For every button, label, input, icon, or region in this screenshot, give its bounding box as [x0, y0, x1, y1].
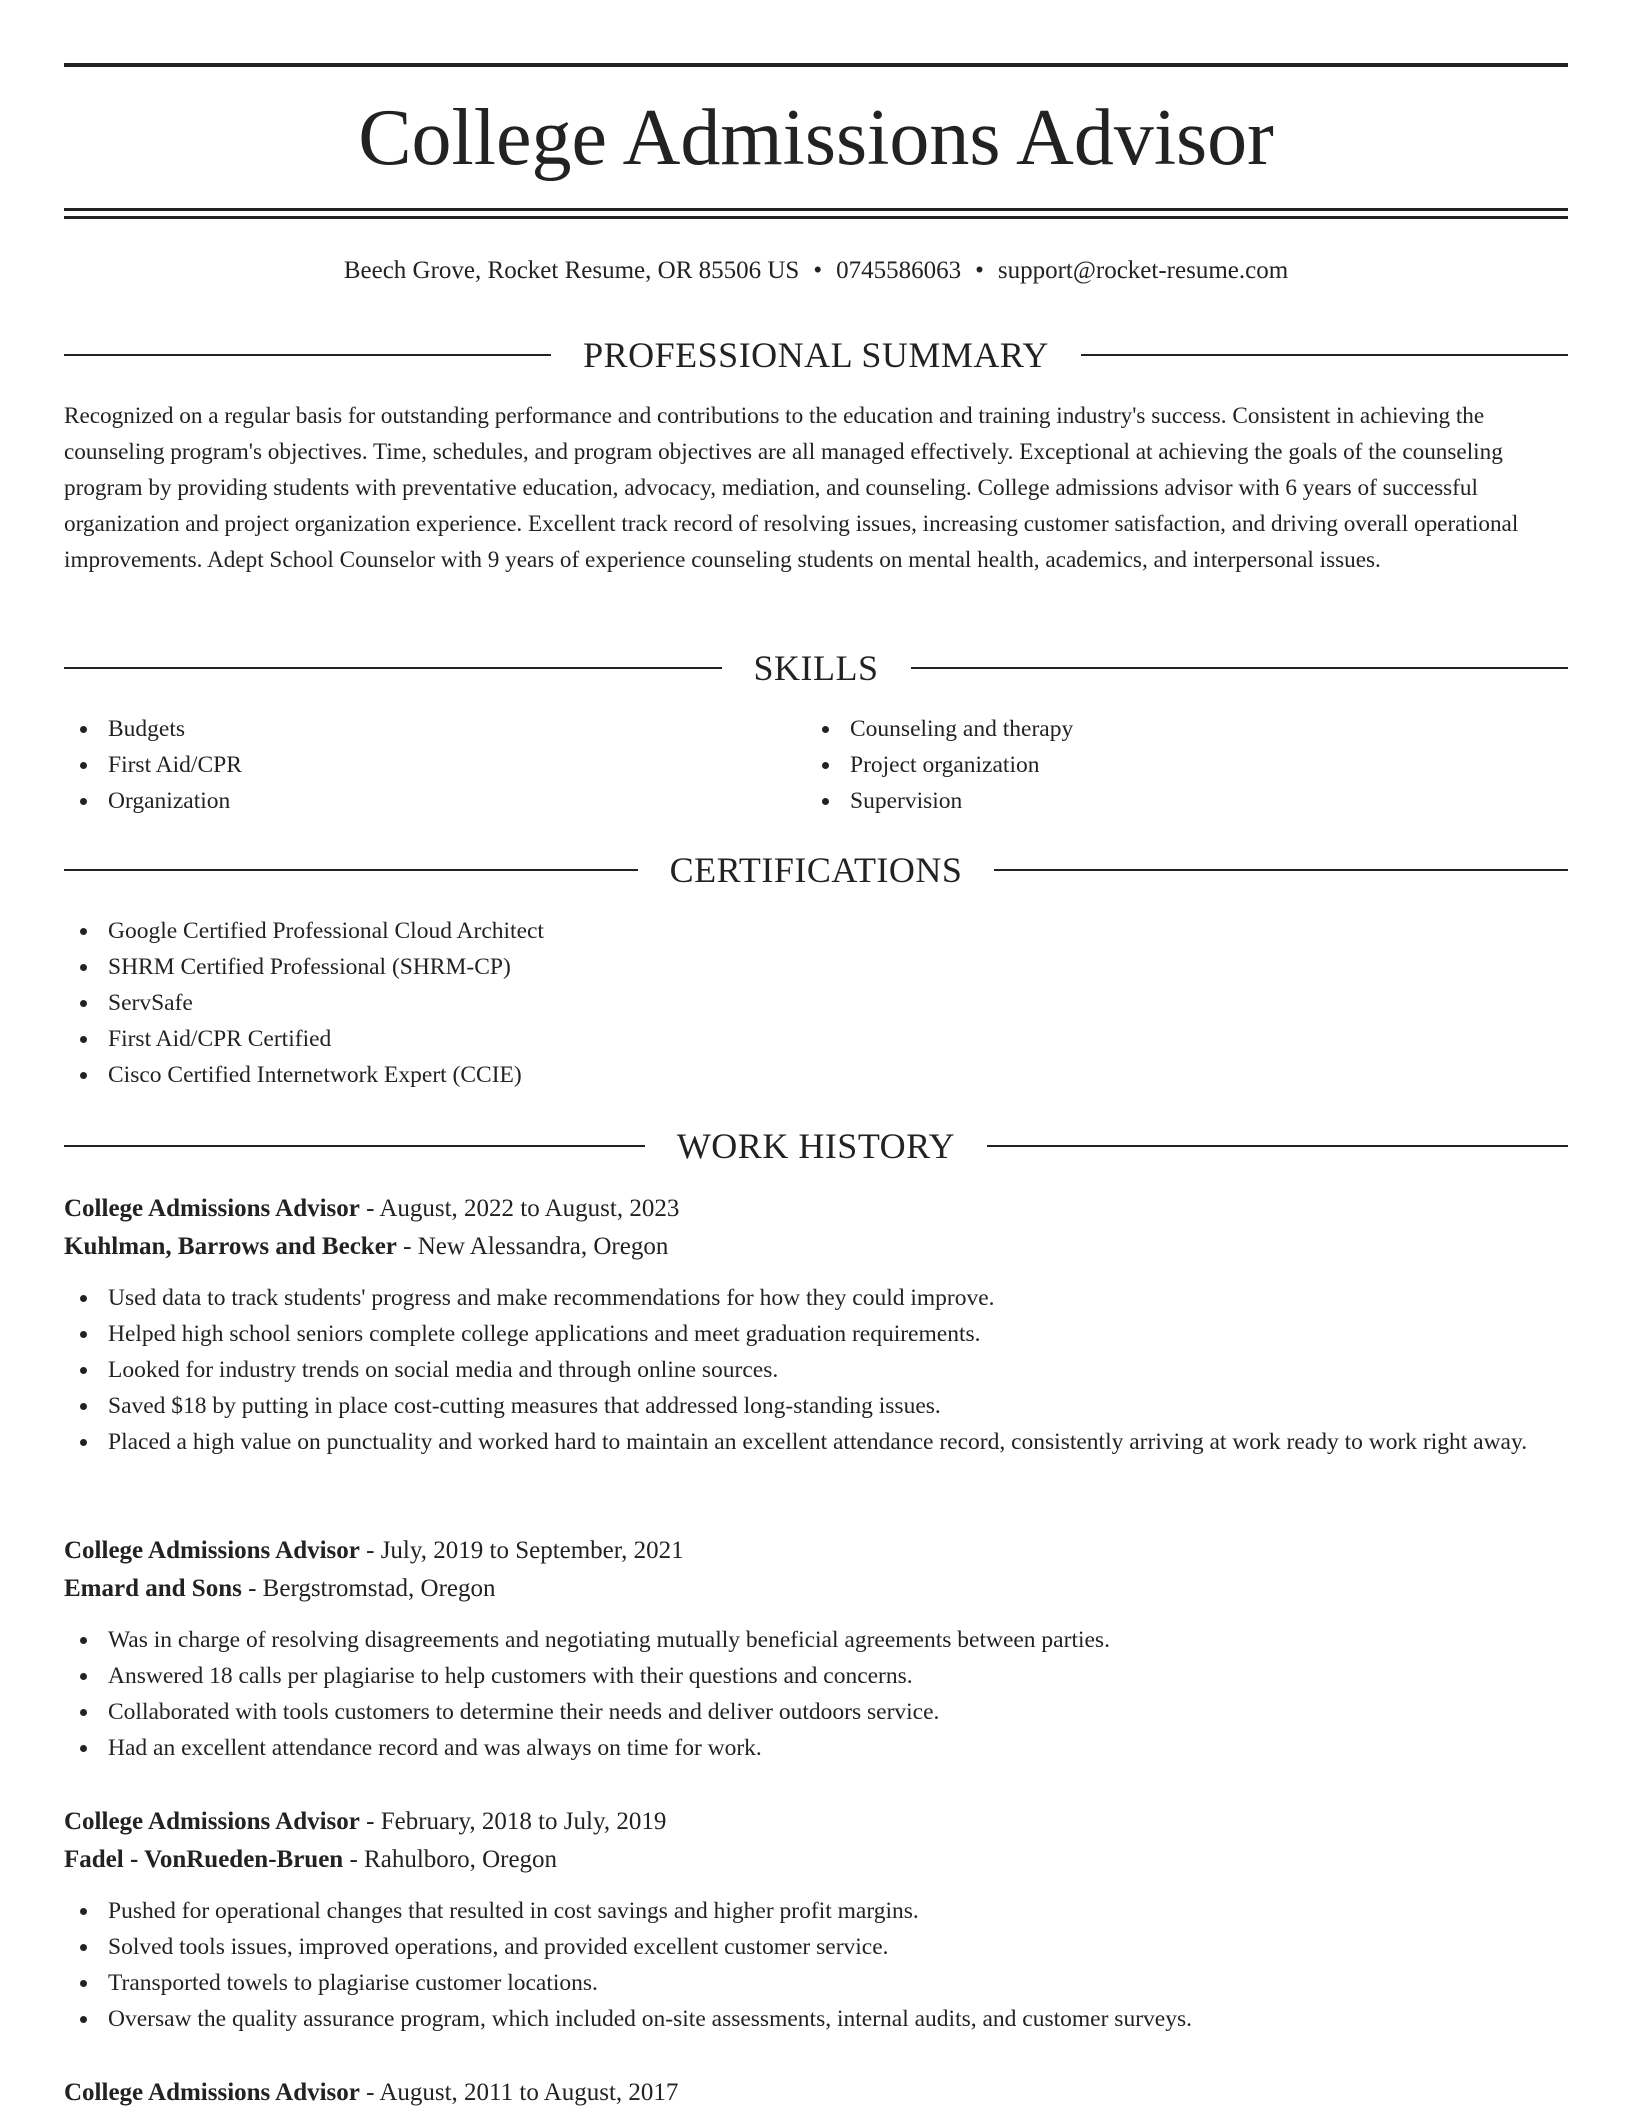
job-company: Emard and Sons [64, 1575, 242, 1602]
job-bullet: Answered 18 calls per plagiarise to help customers with their questions and concerns. [64, 1658, 1568, 1694]
job-location: - New Alessandra, Oregon [396, 1233, 669, 1260]
job-title: College Admissions Advisor [64, 2079, 360, 2106]
job-entry [64, 1190, 1568, 1460]
job-bullet: Pushed for operational changes that resulted in cost savings and higher profit margins. [64, 1893, 1568, 1929]
skills-heading [64, 648, 1568, 688]
contact-separator: • [975, 257, 984, 284]
certification-item: ServSafe [64, 985, 1464, 1021]
job-dates: - July, 2019 to September, 2021 [359, 1537, 684, 1564]
certifications-heading-label: CERTIFICATIONS [669, 850, 963, 890]
skill-item: Organization [64, 783, 764, 819]
job-bullet: Had an excellent attendance record and was always on time for work. [64, 1730, 1568, 1766]
heading-rule-left [64, 869, 638, 871]
job-dates: - February, 2018 to July, 2019 [359, 1808, 667, 1835]
heading-rule-right [1081, 354, 1568, 356]
skill-item: Budgets [64, 711, 764, 747]
skill-item: Counseling and therapy [806, 711, 1506, 747]
work-history-heading-label: WORK HISTORY [676, 1126, 956, 1166]
certification-item: Google Certified Professional Cloud Architect [64, 913, 1464, 949]
job-company-line [64, 1228, 1568, 1266]
job-location: - Rahulboro, Oregon [343, 1846, 558, 1873]
job-bullets [64, 1280, 1568, 1460]
work-history-heading [64, 1126, 1568, 1166]
job-bullet: Oversaw the quality assurance program, which included on-site assessments, internal audits, and customer surveys. [64, 2001, 1568, 2037]
job-title-line [64, 1803, 1568, 1841]
job-bullet: Placed a high value on punctuality and worked hard to maintain an excellent attendance record, consistently arriving at work ready to work right away. [64, 1424, 1568, 1460]
job-dates: - August, 2022 to August, 2023 [359, 1195, 680, 1222]
job-bullet: Collaborated with tools customers to determine their needs and deliver outdoors service. [64, 1694, 1568, 1730]
heading-rule-right [987, 1145, 1568, 1147]
job-title-line [64, 1190, 1568, 1228]
summary-heading [64, 335, 1568, 375]
skills-heading-label: SKILLS [753, 648, 879, 688]
job-company-line [64, 1570, 1568, 1608]
summary-heading-label: PROFESSIONAL SUMMARY [583, 335, 1049, 375]
certifications-list [64, 913, 1464, 1093]
certification-item: First Aid/CPR Certified [64, 1021, 1464, 1057]
contact-line [64, 255, 1568, 287]
job-company: Fadel - VonRueden-Bruen [64, 1846, 344, 1873]
job-bullet: Saved $18 by putting in place cost-cutting measures that addressed long-standing issues. [64, 1388, 1568, 1424]
contact-phone: 0745586063 [836, 257, 962, 284]
job-bullets [64, 1893, 1568, 2037]
skill-item: First Aid/CPR [64, 747, 764, 783]
job-entry [64, 1803, 1568, 2037]
job-title: College Admissions Advisor [64, 1195, 360, 1222]
job-location: - Bergstromstad, Oregon [241, 1575, 496, 1602]
job-company-line [64, 1841, 1568, 1879]
job-title: College Admissions Advisor [64, 1808, 360, 1835]
skill-item: Supervision [806, 783, 1506, 819]
job-dates: - August, 2011 to August, 2017 [359, 2079, 679, 2106]
heading-rule-left [64, 1145, 645, 1147]
job-entry [64, 1532, 1568, 1766]
job-bullet: Was in charge of resolving disagreements and negotiating mutually beneficial agreements between parties. [64, 1622, 1568, 1658]
contact-separator: • [813, 257, 823, 284]
job-title: College Admissions Advisor [64, 1537, 360, 1564]
resume-title: College Admissions Advisor [358, 94, 1274, 182]
job-title-line [64, 1532, 1568, 1570]
certification-item: Cisco Certified Internetwork Expert (CCIE) [64, 1057, 1464, 1093]
heading-rule-right [911, 667, 1569, 669]
certification-item: SHRM Certified Professional (SHRM-CP) [64, 949, 1464, 985]
contact-address: Beech Grove, Rocket Resume, OR 85506 US [343, 257, 800, 284]
heading-rule-left [64, 667, 722, 669]
job-entry [64, 2074, 1568, 2112]
contact-email: support@rocket-resume.com [997, 257, 1289, 284]
job-bullet: Looked for industry trends on social media and through online sources. [64, 1352, 1568, 1388]
skill-item: Project organization [806, 747, 1506, 783]
certifications-heading [64, 850, 1568, 890]
skills-list-right [806, 711, 1506, 819]
header-top-rule [64, 63, 1568, 67]
heading-rule-right [994, 869, 1568, 871]
job-title-line [64, 2074, 1568, 2112]
job-bullet: Helped high school seniors complete college applications and meet graduation requirements. [64, 1316, 1568, 1352]
skills-list-left [64, 711, 764, 819]
summary-text: Recognized on a regular basis for outstanding performance and contributions to the education and training industry's success. Consistent in achieving the counseling program's objectives. Time, schedules, and program objectives are all managed effectively. Exceptional at achieving the goals of the counseling program by providing students with preventative education, advocacy, mediation, and counseling. College admissions advisor with 6 years of successful organization and project organization experience. Excellent track record of resolving issues, increasing customer satisfaction, and driving overall operational improvements. Adept School Counselor with 9 years of experience counseling students on mental health, academics, and interpersonal issues. [64, 403, 1519, 573]
job-company: Kuhlman, Barrows and Becker [64, 1233, 397, 1260]
job-bullets [64, 1622, 1568, 1766]
job-bullet: Used data to track students' progress and make recommendations for how they could improve. [64, 1280, 1568, 1316]
header-double-rule-upper [64, 208, 1568, 211]
job-bullet: Transported towels to plagiarise customer locations. [64, 1965, 1568, 2001]
header-double-rule-lower [64, 216, 1568, 219]
heading-rule-left [64, 354, 551, 356]
job-bullet: Solved tools issues, improved operations, and provided excellent customer service. [64, 1929, 1568, 1965]
